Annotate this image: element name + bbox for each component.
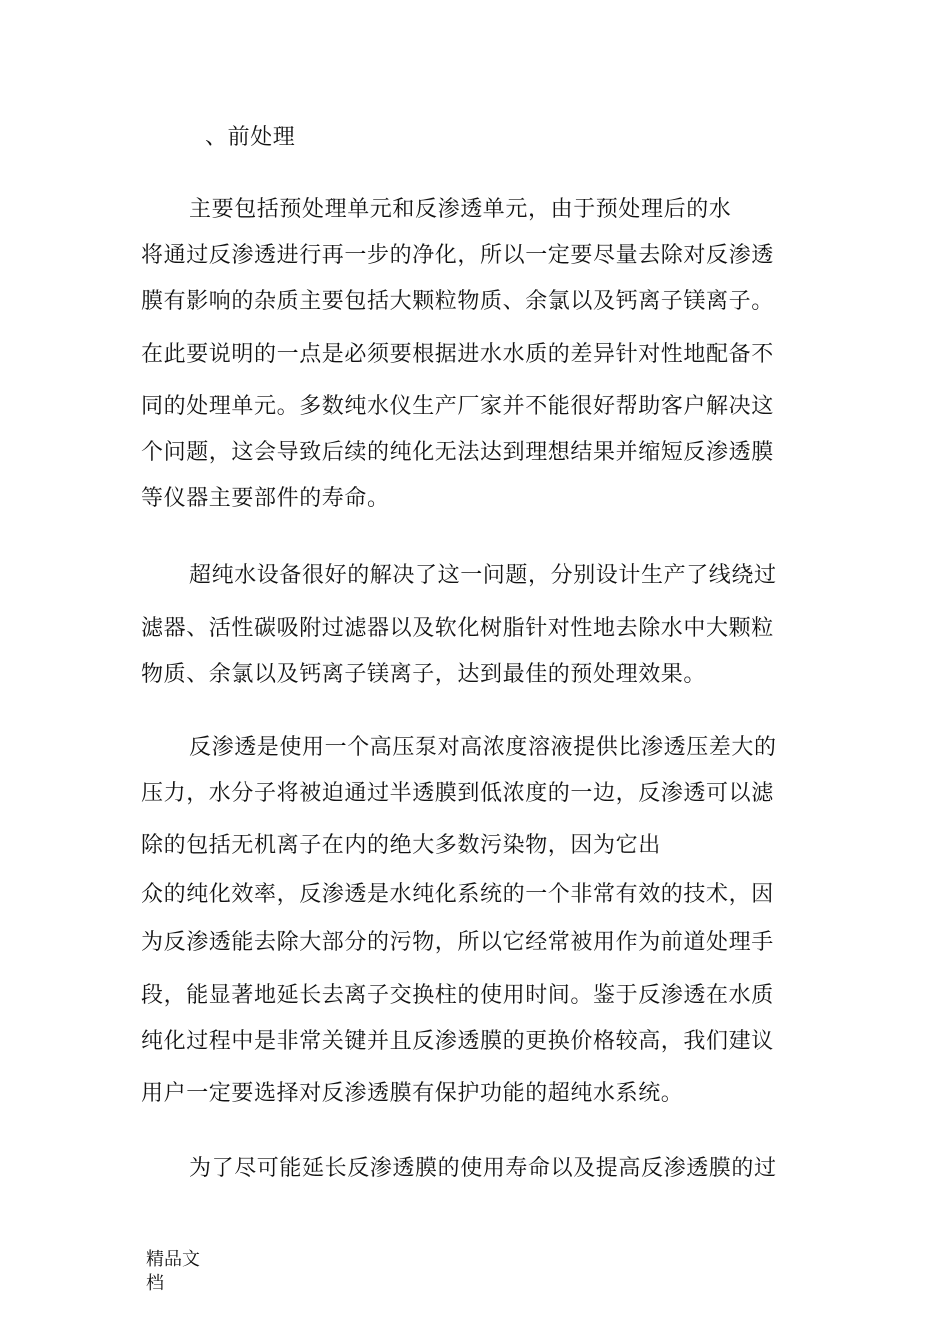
paragraph-line: 为了尽可能延长反渗透膜的使用寿命以及提高反渗透膜的过 [189,1156,777,1181]
paragraph-line: 纯化过程中是非常关键并且反渗透膜的更换价格较高，我们建议 [141,1029,774,1054]
footer-line: 档 [146,1273,164,1294]
paragraph-line: 物质、余氯以及钙离子镁离子，达到最佳的预处理效果。 [141,662,707,687]
page-footer [146,1248,200,1296]
paragraph-line: 反渗透是使用一个高压泵对高浓度溶液提供比渗透压差大的 [189,735,777,760]
paragraph-line: 在此要说明的一点是必须要根据进水水质的差异针对性地配备不 [141,342,774,367]
paragraph-line: 等仪器主要部件的寿命。 [141,486,390,511]
paragraph-line: 同的处理单元。多数纯水仪生产厂家并不能很好帮助客户解决这 [141,394,774,419]
paragraph-line: 为反渗透能去除大部分的污物，所以它经常被用作为前道处理手 [141,930,774,955]
paragraph-line: 滤器、活性碳吸附过滤器以及软化树脂针对性地去除水中大颗粒 [141,616,774,641]
paragraph-line: 段，能显著地延长去离子交换柱的使用时间。鉴于反渗透在水质 [141,983,774,1008]
paragraph-line: 膜有影响的杂质主要包括大颗粒物质、余氯以及钙离子镁离子。 [141,289,774,314]
section-heading: 、前处理 [205,125,296,150]
paragraph-line: 超纯水设备很好的解决了这一问题，分别设计生产了线绕过 [189,563,777,588]
footer-line: 精品文 [146,1249,200,1270]
paragraph-line: 除的包括无机离子在内的绝大多数污染物，因为它出 [141,833,661,858]
paragraph-line: 个问题，这会导致后续的纯化无法达到理想结果并缩短反渗透膜 [141,440,774,465]
paragraph-line: 压力，水分子将被迫通过半透膜到低浓度的一边，反渗透可以滤 [141,781,774,806]
paragraph-line: 用户一定要选择对反渗透膜有保护功能的超纯水系统。 [141,1081,684,1106]
paragraph-line: 主要包括预处理单元和反渗透单元，由于预处理后的水 [189,197,732,222]
paragraph-line: 将通过反渗透进行再一步的净化，所以一定要尽量去除对反渗透 [141,243,774,268]
paragraph-line: 众的纯化效率，反渗透是水纯化系统的一个非常有效的技术，因 [141,882,774,907]
